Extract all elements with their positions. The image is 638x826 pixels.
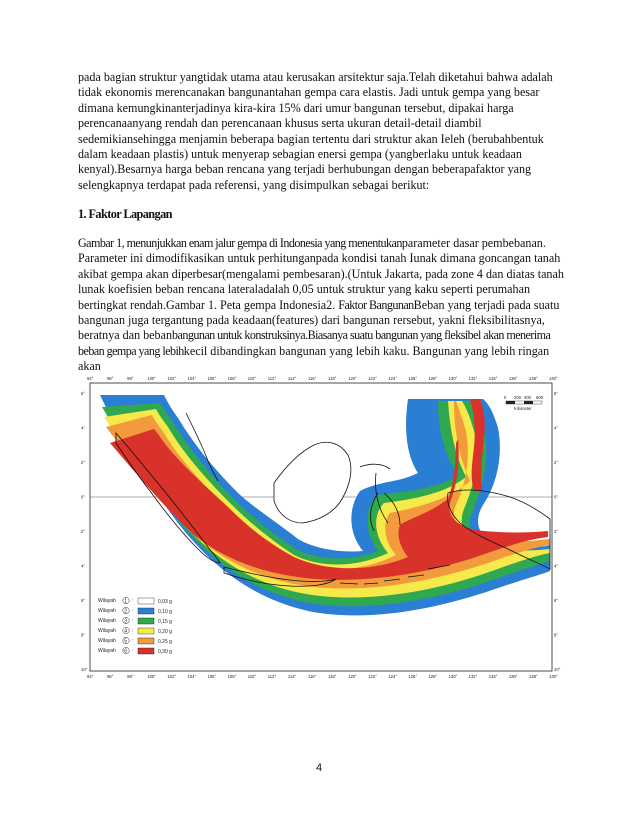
longitude-tick-label: 122° [368,376,377,381]
longitude-tick-label: 138° [528,376,538,381]
legend-value: 0,03 g [158,599,172,605]
paragraph-2 [78,236,568,375]
latitude-tick-label: 6° [81,391,86,396]
legend-color-swatch [138,618,154,624]
longitude-tick-label: 126° [408,376,418,381]
longitude-tick-label: 118° [328,674,337,679]
longitude-tick-label: 132° [468,376,478,381]
longitude-tick-label: 132° [468,674,478,679]
latitude-tick-label: 2° [554,529,559,534]
longitude-tick-label: 102° [167,376,177,381]
paragraph-2-part-3: Faktor Bangunan [338,297,414,312]
longitude-tick-label: 120° [348,674,357,679]
legend-separator: : [132,618,134,624]
legend-color-swatch [138,598,154,604]
svg-text:Kilometer: Kilometer [514,406,532,411]
longitude-tick-label: 136° [508,376,518,381]
legend-value: 0,20 g [158,629,172,635]
longitude-tick-label: 140° [549,674,558,679]
latitude-tick-label: 4° [554,563,559,569]
paragraph-2-part-2: parameter dasar pembebanan. Parameter ini dimodifikasikan untuk perhitunganpada kondisi tanah Iunak dimana goncangan tanah akibat gempa akan diperbesar(mengalami pembesaran).(Untuk Jakarta, pada zone 4 dan diatas tanah lunak koefisien beban rencana lateraladalah 0,05 untuk struktur yang kaku seperti perumahan bertingkat rendah.Gambar 1. Peta gempa Indonesia2. [78,236,564,312]
legend-value: 0,15 g [158,619,172,625]
legend-label: Wilayah [98,618,116,624]
latitude-tick-label: 10° [81,667,88,672]
latitude-tick-label: 8° [554,632,559,638]
legend-label: Wilayah [98,648,116,654]
legend-label: Wilayah [98,598,116,604]
longitude-tick-label: 100° [147,674,156,679]
legend-zone-number: 3 [124,618,128,625]
longitude-tick-label: 100° [147,376,156,381]
longitude-tick-label: 116° [307,674,317,679]
latitude-tick-label: 0° [554,494,559,500]
latitude-tick-label: 10° [554,667,561,672]
longitude-tick-label: 102° [167,674,177,679]
longitude-tick-label: 122° [368,674,377,679]
longitude-tick-label: 118° [328,376,337,381]
legend-separator: : [132,628,134,634]
svg-text:200: 200 [514,395,521,400]
legend-zone-number: 4 [124,628,128,635]
latitude-tick-label: 4° [81,425,86,431]
paragraph-1: pada bagian struktur yangtidak utama atau kerusakan arsitektur saja.Telah diketahui bahwa adalah tidak ekonomis merencanakan bangunantahan gempa cara elastis. Jadi untuk gempa yang besar dimana kemungkinanterjadinya kira-kira 15% dari umur bangunan tersebut, dipakai harga perencanaanyang rendah dan perencanaan khusus serta ukuran detail-detail diambil sedemikiansehingga menjamin beberapa bagian tertentu dari struktur akan Ieleh (berubahbentuk dalam keadaan plastis) untuk menyerap sebagian enersi gempa (yangberlaku untuk keadaan kenyal).Besarnya harga beban rencana yang terjadi berhubungan dengan beberapafaktor yang selengkapnya terdapat pada referensi, yang disimpulkan sebagai berikut: [78,70,553,192]
legend-label: Wilayah [98,638,116,644]
legend-separator: : [132,648,134,654]
legend-color-swatch [138,608,154,614]
longitude-tick-label: 128° [428,674,438,679]
longitude-tick-label: 124° [388,674,397,679]
paragraph-2-part-5: bangunan untuk konstruksinya.Biasanya suatu bangunan yang fleksibel akan menerima beban gempa yang lebih [78,328,551,358]
latitude-tick-label: 2° [81,460,86,465]
longitude-tick-label: 116° [307,376,317,381]
longitude-tick-label: 138° [528,674,538,679]
longitude-tick-label: 108° [227,674,237,679]
longitude-tick-label: 124° [388,376,397,381]
legend-zone-number: 1 [124,598,128,605]
legend-separator: : [132,598,134,604]
longitude-tick-label: 112° [267,376,277,381]
page-number: 4 [315,762,323,774]
longitude-tick-label: 96° [107,376,114,381]
latitude-tick-label: 6° [81,598,86,603]
longitude-tick-label: 128° [428,376,438,381]
seismic-zone-map [78,373,564,681]
legend-zone-number: 5 [124,638,128,645]
legend-label: Wilayah [98,608,116,614]
longitude-tick-label: 96° [107,674,114,679]
longitude-tick-label: 106° [207,674,217,679]
latitude-tick-label: 0° [81,494,86,500]
longitude-tick-label: 120° [348,376,357,381]
longitude-tick-label: 136° [508,674,518,679]
longitude-tick-label: 126° [408,674,418,679]
legend-color-swatch [138,628,154,634]
section-heading: 1. Faktor Lapangan [78,207,172,221]
longitude-tick-label: 110° [247,376,257,381]
svg-text:0: 0 [504,395,507,400]
legend-value: 0,30 g [158,649,172,655]
longitude-tick-label: 112° [267,674,277,679]
longitude-tick-label: 110° [247,674,257,679]
latitude-tick-label: 2° [554,460,559,465]
longitude-tick-label: 114° [287,376,297,381]
latitude-tick-label: 6° [554,598,559,603]
legend-label: Wilayah [98,628,116,634]
latitude-tick-label: 8° [81,632,86,638]
longitude-tick-label: 94° [87,376,94,381]
longitude-tick-label: 104° [187,674,197,679]
legend-zone-number: 2 [124,608,128,615]
longitude-tick-label: 94° [87,674,94,679]
paragraph-2-part-1: Gambar 1, menunjukkan enam jalur gempa di Indonesia yang menentukan [78,236,402,250]
longitude-tick-label: 130° [448,376,458,381]
legend-zone-number: 6 [124,648,128,655]
latitude-tick-label: 2° [81,529,86,534]
longitude-tick-label: 98° [127,674,134,679]
longitude-tick-label: 130° [448,674,458,679]
longitude-tick-label: 106° [207,376,217,381]
longitude-tick-label: 140° [549,376,558,381]
legend-separator: : [132,638,134,644]
latitude-tick-label: 4° [81,563,86,569]
longitude-tick-label: 114° [287,674,297,679]
legend-value: 0,25 g [158,639,172,645]
svg-text:600: 600 [536,395,543,400]
legend-separator: : [132,608,134,614]
latitude-tick-label: 4° [554,425,559,431]
longitude-tick-label: 134° [488,674,498,679]
legend-color-swatch [138,648,154,654]
paragraph-2-part-4: Beban yang terjadi pada suatu bangunan juga tergantung pada keadaan(features) dari bangunan rersebut, yakni fleksibilitasnya, beratnya dan beban [78,297,560,343]
longitude-tick-label: 98° [127,376,134,381]
latitude-tick-label: 6° [554,391,559,396]
legend-value: 0,10 g [158,609,172,615]
longitude-tick-label: 108° [227,376,237,381]
longitude-tick-label: 134° [488,376,498,381]
longitude-tick-label: 104° [187,376,197,381]
paragraph-2-part-6: kecil dibandingkan bangunan yang lebih kaku. Bangunan yang lebih ringan akan [78,343,550,374]
legend-color-swatch [138,638,154,644]
svg-text:400: 400 [524,395,531,400]
